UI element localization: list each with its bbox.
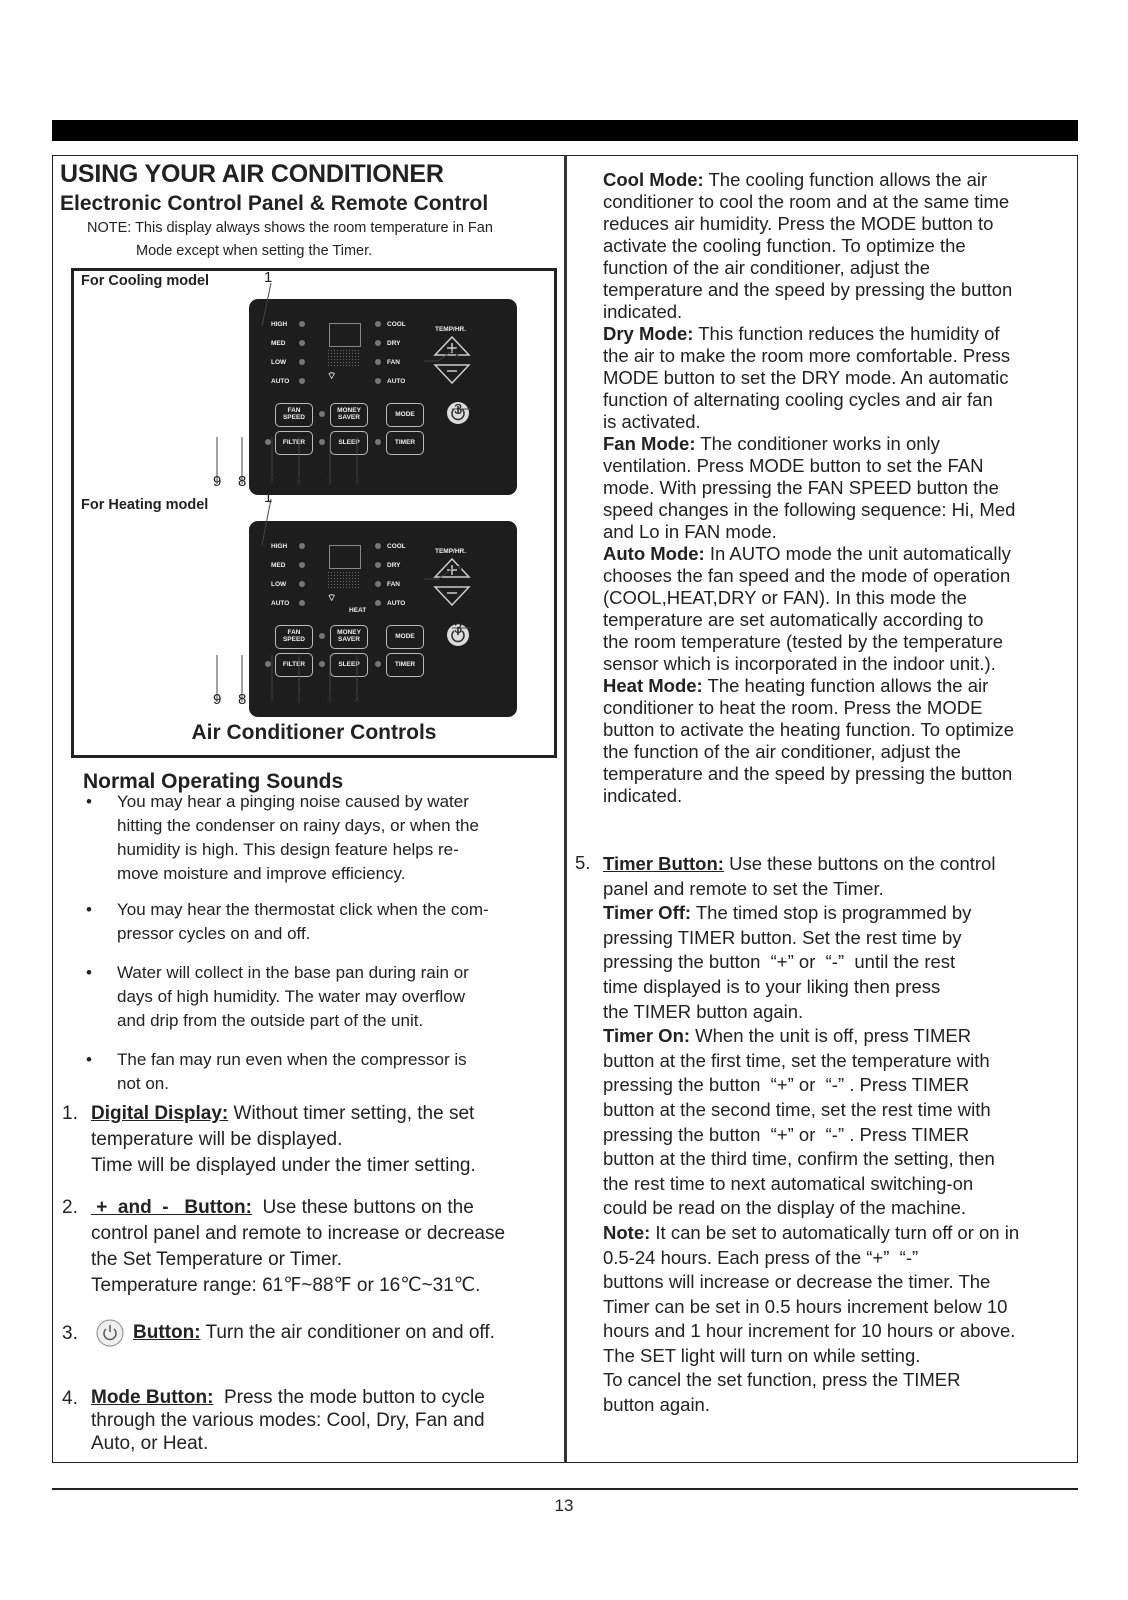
callout-7: 7 [268, 473, 277, 490]
item-plus-minus: + and - Button: Use these buttons on the control panel and remote to increase or decrease the Set Temperature or Timer. Temperature range: 61℉~88℉ or 16℃~31℃. [91, 1197, 506, 1296]
wifi-icon: ⌔ [327, 371, 337, 382]
dry-label: DRY [387, 340, 401, 347]
med-label: MED [271, 562, 286, 569]
callout-8: 8 [238, 473, 247, 490]
sound-bullet-3: Water will collect in the base pan during rain or days of high humidity. The water may overflow and drip from the outside part of the unit. [117, 963, 469, 1030]
med-label: MED [271, 340, 286, 347]
callout-7: 7 [268, 691, 277, 708]
fan-speed-button[interactable]: FAN SPEED [275, 403, 313, 427]
sleep-button[interactable]: SLEEP [330, 431, 368, 455]
item-2-number: 2. [62, 1197, 78, 1218]
callout-lines [74, 271, 554, 755]
wifi-icon: ⌔ [327, 593, 337, 604]
bullet-marker: • [86, 963, 92, 982]
callout-2: 2 [454, 563, 463, 580]
fan-label: FAN [387, 581, 400, 588]
timer-button[interactable]: TIMER [386, 653, 424, 677]
item-digital-display: Digital Display: Without timer setting, the set temperature will be displayed. Time will be displayed under the timer setting. [91, 1103, 476, 1176]
cool-mode-text: Cool Mode: The cooling function allows the air conditioner to cool the room and at the same time reduces air humidity. Press the MODE button to activate the cooling function. To optimize the function of the air conditioner, adjust the temperature and the speed by pressing the button indicated. Dry Mode: This function reduces the humidity of the air to make the room more comfortable. Press MODE button to set the DRY mode. An automatic function of alternating cooling cycles and air fan is activated. Fan Mode: The conditioner works in only ventilation. Press MODE button to set the FAN mode. With pressing the FAN SPEED button the speed changes in the following sequence: Hi, Med and Lo in FAN mode. Auto Mode: In AUTO mode the unit automatically chooses the fan speed and the mode of operation (COOL,HEAT,DRY or FAN). In this mode the temperature are set automatically according to the room temperature (tested by the temperature sensor which is incorporated in the indoor unit.). Heat Mode: The heating function allows the air conditioner to heat the room. Press the MODE button to activate the heating function. To optimize the function of the air conditioner, adjust the temperature and the speed by pressing the button indicated. [603, 169, 1016, 806]
low-label: LOW [271, 359, 287, 366]
fan-label: FAN [387, 359, 400, 366]
column-divider [564, 155, 567, 1463]
item-4-number: 4. [62, 1388, 78, 1409]
heat-label: HEAT [349, 607, 367, 614]
power-icon [95, 1318, 125, 1348]
mode-button[interactable]: MODE [386, 625, 424, 649]
callout-1: 1 [264, 269, 273, 286]
callout-9: 9 [213, 473, 222, 490]
item-3-number: 3. [62, 1323, 78, 1344]
item-1-number: 1. [62, 1103, 78, 1124]
low-label: LOW [271, 581, 287, 588]
callout-4: 4 [353, 691, 362, 708]
sounds-heading: Normal Operating Sounds [83, 770, 344, 793]
controls-figure [71, 268, 557, 758]
header-bar [52, 120, 1078, 141]
callout-6: 6 [295, 691, 304, 708]
bullet-marker: • [86, 792, 92, 811]
page-number: 13 [554, 1496, 574, 1515]
section-subtitle: Electronic Control Panel & Remote Control [60, 192, 489, 215]
figure-caption: Air Conditioner Controls [191, 721, 437, 744]
sound-bullet-4: The fan may run even when the compressor is not on. [117, 1050, 467, 1093]
fan-speed-button[interactable]: FAN SPEED [275, 625, 313, 649]
auto-label: AUTO [271, 378, 290, 385]
sound-bullet-2: You may hear the thermostat click when the com- pressor cycles on and off. [117, 900, 489, 943]
mode-button[interactable]: MODE [386, 403, 424, 427]
note-line-1: NOTE: This display always shows the room temperature in Fan [87, 220, 493, 236]
temp-hr-label: TEMP/HR. [435, 326, 467, 333]
sound-bullet-1: You may hear a pinging noise caused by water hitting the condenser on rainy days, or when the humidity is high. This design feature helps re- move moisture and improve efficiency. [117, 792, 479, 883]
callout-5: 5 [326, 691, 335, 708]
money-saver-button[interactable]: MONEY SAVER [330, 625, 368, 649]
bullet-marker: • [86, 1050, 92, 1069]
callout-2: 2 [454, 345, 463, 362]
auto-label: AUTO [271, 600, 290, 607]
money-saver-button[interactable]: MONEY SAVER [330, 403, 368, 427]
high-label: HIGH [271, 321, 288, 328]
item-power-button: Button: Turn the air conditioner on and off. [91, 1318, 561, 1348]
auto-mode-label: AUTO [387, 600, 406, 607]
temp-hr-label: TEMP/HR. [435, 548, 467, 555]
heating-model-label: For Heating model [81, 497, 209, 513]
callout-3: 3 [454, 401, 463, 418]
high-label: HIGH [271, 543, 288, 550]
page-title: USING YOUR AIR CONDITIONER [60, 160, 444, 188]
filter-button[interactable]: FILTER [275, 653, 313, 677]
bullet-marker: • [86, 900, 92, 919]
filter-button[interactable]: FILTER [275, 431, 313, 455]
sleep-button[interactable]: SLEEP [330, 653, 368, 677]
callout-1: 1 [264, 489, 273, 506]
item-mode-button: Mode Button: Press the mode button to cycle through the various modes: Cool, Dry, Fan and Auto, or Heat. [91, 1387, 485, 1454]
dry-label: DRY [387, 562, 401, 569]
cool-label: COOL [387, 321, 406, 328]
timer-section-text: Timer Button: Use these buttons on the control panel and remote to set the Timer. Timer Off: The timed stop is programmed by pressing TIMER button. Set the rest time by pressing the button “+” or “-” until the rest time displayed is to your liking then press the TIMER button again. Timer On: When the unit is off, press TIMER button at the first time, set the temperature with pressing the button “+” or “-” . Press TIMER button at the second time, set the rest time with pressing the button “+” or “-” . Press TIMER button at the third time, confirm the setting, then the rest time to next automatical switching-on could be read on the display of the machine. Note: It can be set to automatically turn off or on in 0.5-24 hours. Each press of the “+” “-” buttons will increase or decrease the timer. The Timer can be set in 0.5 hours increment below 10 hours and 1 hour increment for 10 hours or above. The SET light will turn on while setting. To cancel the set function, press the TIMER button again. [603, 853, 1020, 1416]
callout-4: 4 [353, 473, 362, 490]
timer-button[interactable]: TIMER [386, 431, 424, 455]
item-5-number: 5. [575, 852, 591, 873]
cooling-model-label: For Cooling model [81, 273, 210, 289]
auto-mode-label: AUTO [387, 378, 406, 385]
note-line-2: Mode except when setting the Timer. [136, 243, 373, 259]
callout-9: 9 [213, 691, 222, 708]
footer-rule [52, 1488, 1078, 1490]
cool-label: COOL [387, 543, 406, 550]
callout-8: 8 [238, 691, 247, 708]
callout-3: 3 [454, 620, 463, 637]
callout-6: 6 [295, 473, 304, 490]
callout-5: 5 [326, 473, 335, 490]
